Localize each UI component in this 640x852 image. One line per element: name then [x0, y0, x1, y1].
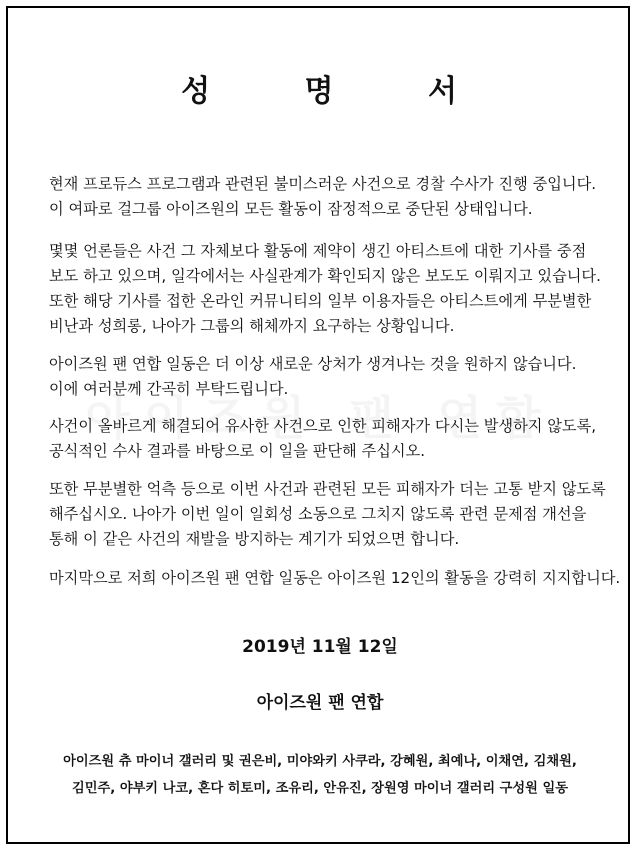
paragraph-line: 이에 여러분께 간곡히 부탁드립니다.	[49, 380, 289, 398]
paragraph-line: 비난과 성희롱, 나아가 그룹의 해체까지 요구하는 상황입니다.	[49, 317, 455, 335]
member-list	[0, 748, 640, 802]
title-char-3: 서	[427, 74, 459, 109]
member-line: 김민주, 야부키 나코, 혼다 히토미, 조유리, 안유진, 장원영 마이너 갤러리 구성원 일동	[72, 781, 568, 796]
paragraph-line: 몇몇 언론들은 사건 그 자체보다 활동에 제약이 생긴 아티스트에 대한 기사를 중점	[49, 242, 587, 260]
organization-name: 아이즈원 팬 연합	[256, 693, 384, 713]
paragraph-4	[49, 414, 609, 464]
paragraph-6	[49, 566, 621, 591]
paragraph-line: 아이즈원 팬 연합 일동은 더 이상 새로운 상처가 생겨나는 것을 원하지 않습니다.	[49, 355, 577, 373]
title-char-1: 성	[181, 74, 213, 109]
paragraph-line: 또한 무분별한 억측 등으로 이번 사건과 관련된 모든 피해자가 더는 고통 받지 않도록	[49, 480, 606, 498]
paragraph-line: 현재 프로듀스 프로그램과 관련된 불미스러운 사건으로 경찰 수사가 진행 중입니다.	[49, 175, 597, 193]
document-title	[0, 66, 640, 110]
paragraph-1	[49, 172, 609, 222]
paragraph-3	[49, 352, 609, 402]
title-char-2: 명	[304, 74, 336, 109]
paragraph-line: 보도 하고 있으며, 일각에서는 사실관계가 확인되지 않은 보도도 이뤄지고 있습니다.	[49, 267, 601, 285]
paragraph-line: 이 여파로 걸그룹 아이즈원의 모든 활동이 잠정적으로 중단된 상태입니다.	[49, 200, 533, 218]
paragraph-line: 해주십시오. 나아가 이번 일이 일회성 소동으로 그치지 않도록 관련 문제점 개선을	[49, 505, 587, 523]
statement-date: 2019년 11월 12일	[242, 637, 398, 657]
paragraph-line: 마지막으로 저희 아이즈원 팬 연합 일동은 아이즈원 12인의 활동을 강력히 지지합니다.	[49, 569, 621, 587]
paragraph-line: 통해 이 같은 사건의 재발을 방지하는 계기가 되었으면 합니다.	[49, 530, 460, 548]
paragraph-2	[49, 239, 609, 339]
member-line: 아이즈원 츄 마이너 갤러리 및 권은비, 미야와키 사쿠라, 강혜원, 최예나, 이채연, 김채원,	[63, 754, 577, 769]
paragraph-line: 공식적인 수사 결과를 바탕으로 이 일을 판단해 주십시오.	[49, 442, 426, 460]
paragraph-line: 사건이 올바르게 해결되어 유사한 사건으로 인한 피해자가 다시는 발생하지 않도록,	[49, 417, 597, 435]
paragraph-line: 또한 해당 기사를 접한 온라인 커뮤니티의 일부 이용자들은 아티스트에게 무분별한	[49, 292, 592, 310]
paragraph-5	[49, 477, 609, 552]
